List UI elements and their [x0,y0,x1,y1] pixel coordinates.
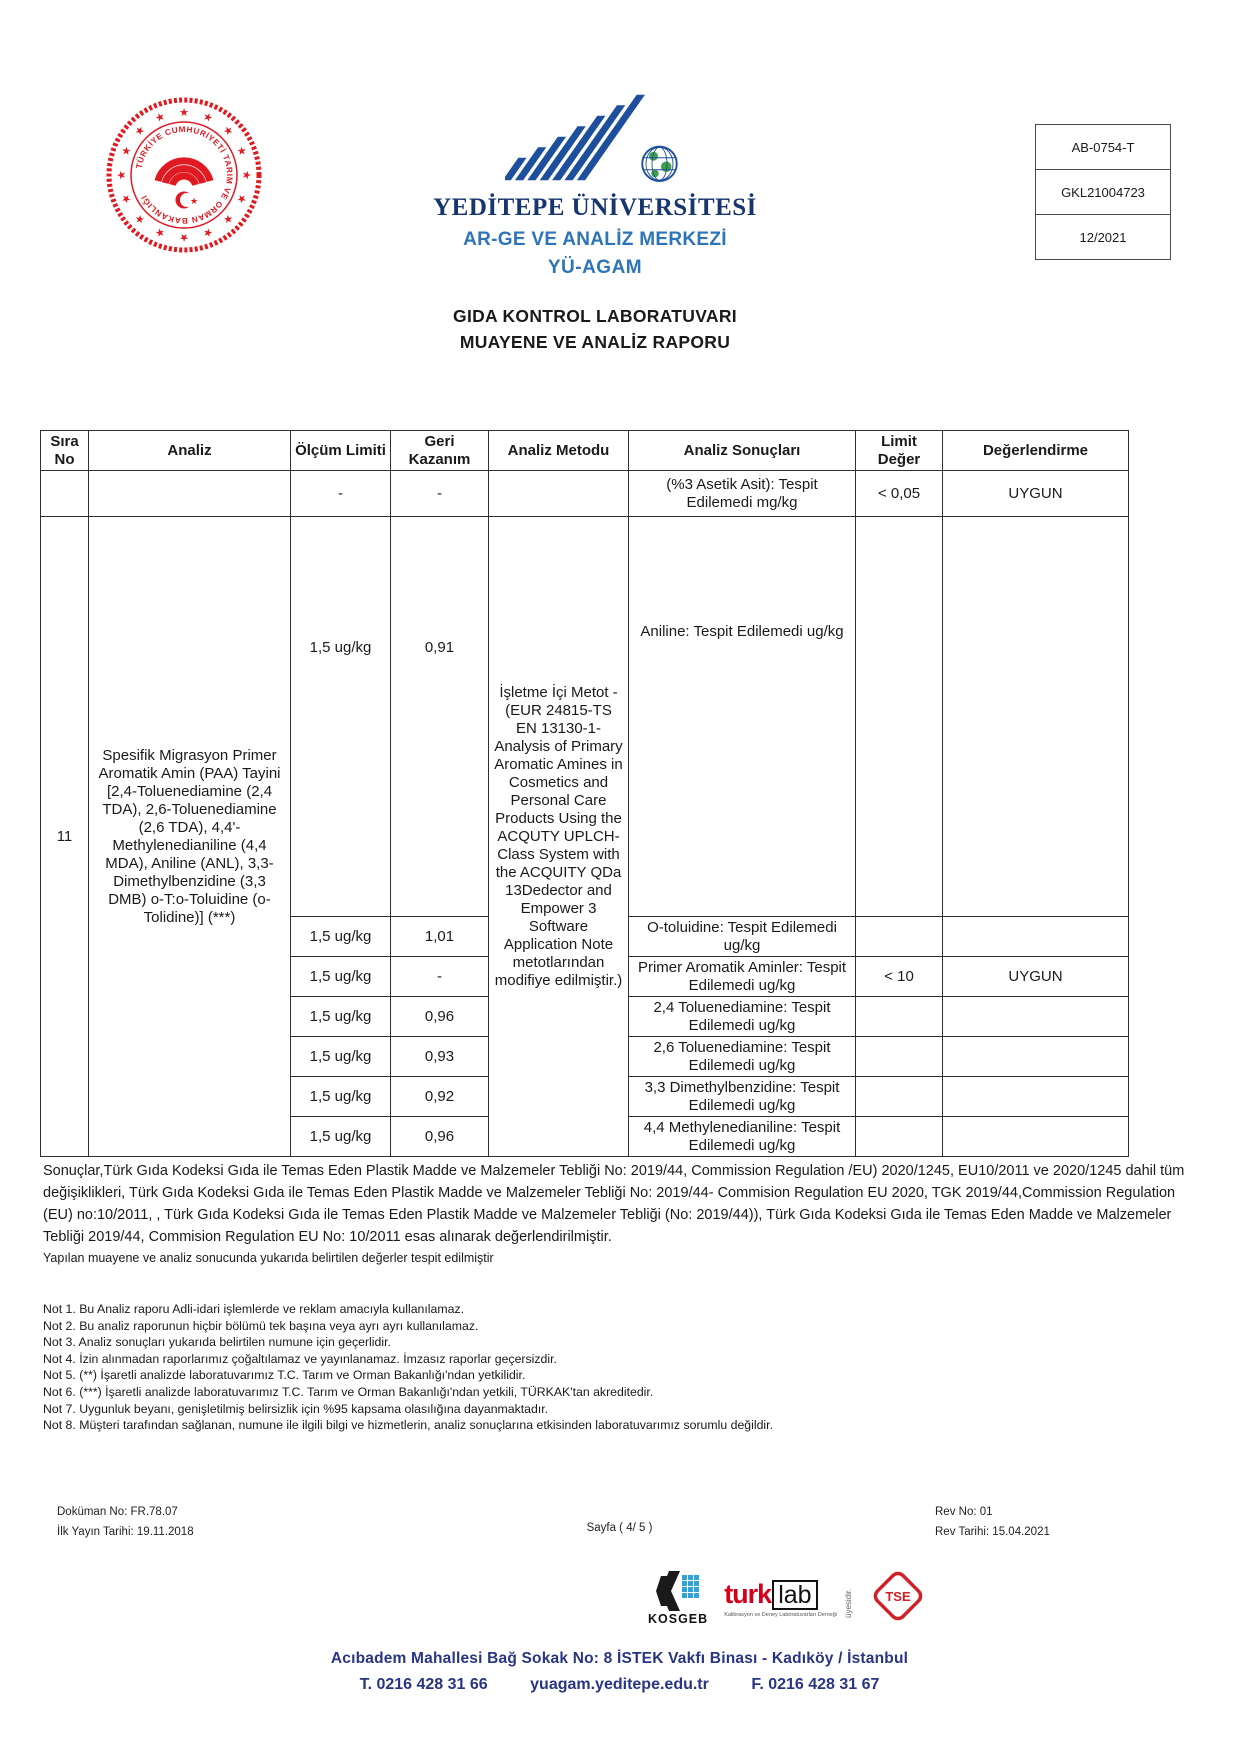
note-line: Not 4. İzin alınmadan raporlarımız çoğaltılamaz ve yayınlanamaz. İmzasız raporlar geçersizdir. [43,1351,557,1366]
note-line: Not 8. Müşteri tarafından sağlanan, numune ile ilgili bilgi ve hizmetlerin, analiz sonuçlarına etkisinden laboratuvarımız sorumlu değildir. [43,1418,773,1433]
svg-text:★: ★ [233,191,249,206]
seal-curved-text: TÜRKİYE CUMHURİYETİ TARIM VE ORMAN BAKANLIĞI [134,124,235,226]
cell-limit-deger: < 0,05 [856,471,943,517]
note-line: Not 1. Bu Analiz raporu Adli-idari işlemlerde ve reklam amacıyla kullanılamaz. [43,1302,465,1316]
cell-olcum-limiti: 1,5 ug/kg [291,997,391,1037]
dokuman-no: Doküman No: FR.78.07 [57,1506,178,1518]
cell-analiz [89,471,291,517]
address-line: Acıbadem Mahallesi Bağ Sokak No: 8 İSTEK Vakfı Binası - Kadıköy / İstanbul [330,1650,909,1667]
ilk-yayin-tarihi: İlk Yayın Tarihi: 19.11.2018 [57,1526,194,1538]
cell-degerlendirme [943,1037,1129,1077]
kosgeb-logo [648,1571,708,1626]
turklab-lab-text: lab [772,1580,817,1610]
document-title [0,303,1190,355]
cell-olcum-limiti: 1,5 ug/kg [291,1037,391,1077]
kosgeb-label: KOSGEB [648,1612,709,1626]
svg-text:★: ★ [189,196,199,206]
cell-analiz-sonucu: 2,6 Toluenediamine: Tespit Edilemedi ug/kg [629,1037,856,1077]
title-line1: GIDA KONTROL LABORATUVARI [453,306,737,326]
cell-analiz-sonucu: Primer Aromatik Aminler: Tespit Edilemedi ug/kg [629,957,856,997]
svg-text:★: ★ [200,224,215,240]
note-line: Not 2. Bu analiz raporunun hiçbir bölümü tek başına veya ayrı ayrı kullanılamaz. [43,1318,479,1333]
cell-limit-deger [856,1077,943,1117]
cell-geri-kazanim: - [391,957,489,997]
cell-degerlendirme [943,517,1129,917]
globe-icon [642,147,677,182]
svg-text:★: ★ [153,110,168,126]
cell-analiz-metodu: İşletme İçi Metot - (EUR 24815-TS EN 13130-1- Analysis of Primary Aromatic Amines in Cosmetics and Personal Care Products Using the ACQUTY UPLCH-Class System with the ACQUITY QDa 13Dedector and Empower 3 Software Application Note metotlarından modifiye edilmiştir.) [489,517,629,1157]
cell-limit-deger [856,517,943,917]
svg-text:★: ★ [179,231,189,243]
evaluation-paragraph: Sonuçlar,Türk Gıda Kodeksi Gıda ile Temas Eden Plastik Madde ve Malzemeler Tebliği No: 2019/44, Commission Regulation /EU) 2020/1245, EU10/2011 ve 2020/1245 dahil tüm değişiklikleri, Türk Gıda Kodeksi Gıda ile Temas Eden Plastik Madde ve Malzemeler Tebliği No: 2019/44- Commision Regulation EU 2020, TGK 2019/44,Commission Regulation (EU) no:10/2011, , Türk Gıda Kodeksi Gıda ile Temas Eden Plastik Madde ve Malzemeler Tebliği (No: 2019/44)), Türk Gıda Kodeksi Gıda ile Temas Eden Madde ve Malzemeler Tebliği 2019/44, Commision Regulation EU No: 10/2011 esas alınarak değerlendirilmiştir. [43,1163,1185,1245]
header-olcum-limiti: Ölçüm Limiti [291,431,391,471]
table-row [41,517,1129,917]
svg-text:★: ★ [240,170,252,180]
seal-crescent-star [176,192,199,209]
contact-line [0,1676,1239,1694]
tse-label: TSE [885,1589,911,1604]
cell-analiz-metodu [489,471,629,517]
svg-text:★: ★ [200,110,215,126]
cell-geri-kazanim: 0,92 [391,1077,489,1117]
ministry-seal-logo [103,94,265,261]
phone-f: F. 0216 428 31 67 [751,1676,880,1693]
reference-box [1035,124,1171,260]
header-limit-deger: Limit Değer [856,431,943,471]
cell-sira [41,471,89,517]
cell-limit-deger [856,1117,943,1157]
cell-analiz-sonucu: Aniline: Tespit Edilemedi ug/kg [629,517,856,917]
svg-text:★: ★ [153,224,168,240]
seal-arcs [158,161,210,185]
table-header-row [41,431,1129,471]
cell-sira: 11 [41,517,89,1157]
cell-degerlendirme [943,997,1129,1037]
cell-olcum-limiti: 1,5 ug/kg [291,1117,391,1157]
table-row [41,471,1129,517]
university-header [400,93,790,279]
svg-text:★: ★ [132,211,148,227]
cell-degerlendirme [943,917,1129,957]
header-analiz: Analiz [89,431,291,471]
footer-logos [648,1565,929,1632]
svg-text:★: ★ [116,170,128,180]
cell-limit-deger: < 10 [856,957,943,997]
cell-olcum-limiti: - [291,471,391,517]
svg-text:★: ★ [132,123,148,139]
svg-text:★: ★ [220,123,236,139]
svg-text:★: ★ [119,144,135,159]
report-no: GKL21004723 [1036,170,1170,215]
cell-geri-kazanim: 1,01 [391,917,489,957]
report-date: 12/2021 [1079,229,1127,245]
cell-geri-kazanim: 0,96 [391,997,489,1037]
cell-analiz-sonucu: 3,3 Dimethylbenzidine: Tespit Edilemedi ug/kg [629,1077,856,1117]
cell-analiz-sonucu: 4,4 Methylenedianiline: Tespit Edilemedi ug/kg [629,1117,856,1157]
analysis-table [40,430,1129,1157]
tse-logo [867,1565,929,1632]
turklab-side-text: üyesidir. [844,1588,853,1618]
rev-no: Rev No: 01 [935,1506,993,1518]
turklab-subtext: Kalibrasyon ve Deney Laboratuvarları Derneği [724,1611,837,1618]
cell-analiz-sonucu: (%3 Asetik Asit): Tespit Edilemedi mg/kg [629,471,856,517]
notes-list [43,1301,1199,1434]
lower-text-block [43,1160,1199,1434]
website: yuagam.yeditepe.edu.tr [530,1676,709,1693]
cell-geri-kazanim: 0,93 [391,1037,489,1077]
cell-degerlendirme: UYGUN [943,471,1129,517]
cell-limit-deger [856,997,943,1037]
cell-analiz-sonucu: 2,4 Toluenediamine: Tespit Edilemedi ug/kg [629,997,856,1037]
result-statement: Yapılan muayene ve analiz sonucunda yukarıda belirtilen değerler tespit edilmiştir [43,1251,494,1265]
cell-olcum-limiti: 1,5 ug/kg [291,917,391,957]
note-line: Not 6. (***) İşaretli analizde laboratuvarımız T.C. Tarım ve Orman Bakanlığı'ndan yetkili, TÜRKAK'tan akreditedir. [43,1384,654,1399]
title-line2: MUAYENE VE ANALİZ RAPORU [459,332,731,352]
page-number: Sayfa ( 4/ 5 ) [586,1522,653,1534]
cell-degerlendirme [943,1117,1129,1157]
header-analiz-sonuclari: Analiz Sonuçları [629,431,856,471]
center-abbr: YÜ-AGAM [547,257,643,278]
cell-limit-deger [856,917,943,957]
yeditepe-logo [505,93,685,185]
note-line: Not 7. Uygunluk beyanı, genişletilmiş belirsizlik için %95 kapsama olasılığına dayanmaktadır. [43,1401,549,1416]
note-line: Not 3. Analiz sonuçları yukarıda belirtilen numune için geçerlidir. [43,1335,391,1350]
cell-analiz: Spesifik Migrasyon Primer Aromatik Amin (PAA) Tayini [2,4-Toluenediamine (2,4 TDA), 2,6-Toluenediamine (2,6 TDA), 4,4'- Methylenedianiline (4,4 MDA), Aniline (ANL), 3,3- Dimethylbenzidine (3,3 DMB) o-T:o-Toluidine (o-Tolidine)] (***) [89,517,291,1157]
accreditation-no: AB-0754-T [1036,125,1170,170]
cell-geri-kazanim: - [391,471,489,517]
cell-olcum-limiti: 1,5 ug/kg [291,1077,391,1117]
phone-t: T. 0216 428 31 66 [359,1676,488,1693]
cell-geri-kazanim: 0,91 [391,517,489,917]
cell-limit-deger [856,1037,943,1077]
svg-text:★: ★ [233,144,249,159]
header-geri-kazanim: Geri Kazanım [391,431,489,471]
center-name: AR-GE VE ANALİZ MERKEZİ [463,229,727,250]
cell-geri-kazanim: 0,96 [391,1117,489,1157]
header-degerlendirme: Değerlendirme [943,431,1129,471]
university-name: YEDİTEPE ÜNİVERSİTESİ [433,194,757,221]
turklab-turk-text: turk [724,1578,772,1609]
svg-text:★: ★ [220,211,236,227]
turklab-logo [724,1580,851,1618]
revision-info [935,1502,1050,1542]
cell-olcum-limiti: 1,5 ug/kg [291,517,391,917]
header-analiz-metodu: Analiz Metodu [489,431,629,471]
cell-degerlendirme: UYGUN [943,957,1129,997]
header-sira-no: Sıra No [41,431,89,471]
cell-degerlendirme [943,1077,1129,1117]
note-line: Not 5. (**) İşaretli analizde laboratuvarımız T.C. Tarım ve Orman Bakanlığı'ndan yetkilidir. [43,1368,526,1383]
rev-tarihi: Rev Tarihi: 15.04.2021 [935,1526,1050,1538]
cell-olcum-limiti: 1,5 ug/kg [291,957,391,997]
svg-text:★: ★ [119,191,135,206]
svg-text:★: ★ [179,107,189,119]
cell-analiz-sonucu: O-toluidine: Tespit Edilemedi ug/kg [629,917,856,957]
